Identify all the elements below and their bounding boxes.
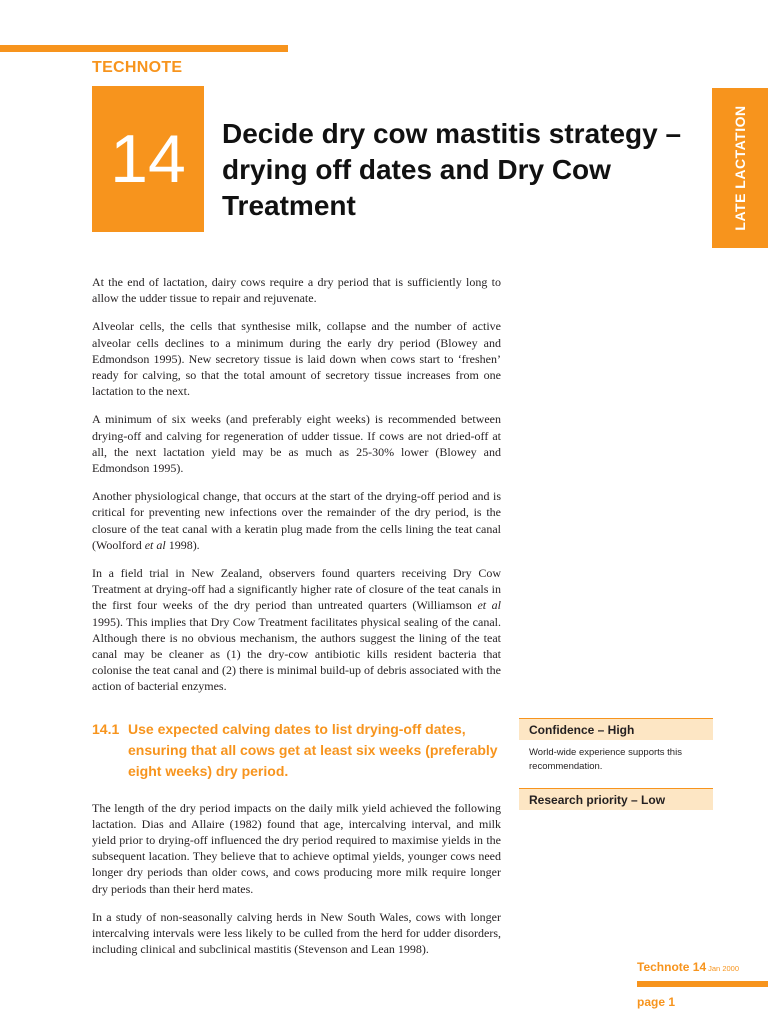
section-title: Use expected calving dates to list drying-off dates, ensuring that all cows get at least six weeks (preferably eight weeks) dry period. <box>128 720 498 779</box>
technote-number: 14 <box>92 86 204 232</box>
text-run: Another physiological change, that occurs at the start of the drying-off period and is critical for preventing new infections over the remainder of the dry period, is the closure of the teat canal with a keratin plug made from the cells lining the teat canal (Woolford <box>92 489 501 552</box>
footer-rule <box>637 981 768 987</box>
page-footer <box>637 960 768 1009</box>
section-heading <box>92 719 501 782</box>
text-run: 1995). This implies that Dry Cow Treatment facilitates physical sealing of the canal. Although there is no obvious mechanism, the authors suggest the lining of the teat canal may be cleaner as (1) the dry-cow antibiotic kills resident bacteria that colonise the teat canal and (2) there is minimal build-up of debris associated with the action of bacterial enzymes. <box>92 614 501 694</box>
footer-technote <box>637 960 768 974</box>
italic-text: et al <box>144 537 166 552</box>
page-title: Decide dry cow mastitis strategy – drying off dates and Dry Cow Treatment <box>222 118 682 221</box>
top-orange-rule <box>0 45 288 52</box>
paragraph: In a study of non-seasonally calving herds in New South Wales, cows with longer intercalving intervals were less likely to be culled from the herd for udder disorders, including clinical and subclinical mastitis (Stevenson and Lean 1998). <box>92 909 501 957</box>
main-text-column <box>92 274 501 970</box>
technote-label: TECHNOTE <box>92 59 183 76</box>
paragraph: A minimum of six weeks (and preferably eight weeks) is recommended between drying-off and calving for regeneration of udder tissue. If cows are not dried-off at all, the next lactation yield may be as much as 25-30% lower (Blowey and Edmondson 1995). <box>92 412 501 476</box>
paragraph: Alveolar cells, the cells that synthesise milk, collapse and the number of active alveolar cells declines to a minimum during the early dry period (Blowey and Edmondson 1995). New secretory tissue is laid down when cows start to ‘freshen’ ready for calving, so that the total amount of secretory tissue increases from one lactation to the next. <box>92 319 501 399</box>
text-run: 1998). <box>165 537 200 552</box>
page-number: page 1 <box>637 995 676 1009</box>
footer-date: Jan 2000 <box>708 964 740 973</box>
paragraph <box>92 488 501 553</box>
section-side-tab <box>712 88 768 248</box>
research-priority-heading: Research priority – Low <box>519 788 713 810</box>
text-run: In a field trial in New Zealand, observers found quarters receiving Dry Cow Treatment at drying-off had a significantly higher rate of closure of the teat canals in the first four weeks of the dry period than untreated quarters (Williamson <box>92 566 501 613</box>
confidence-heading: Confidence – High <box>519 718 713 740</box>
paragraph: At the end of lactation, dairy cows require a dry period that is sufficiently long to allow the udder tissue to repair and rejuvenate. <box>92 275 501 306</box>
paragraph <box>92 565 501 695</box>
paragraph: The length of the dry period impacts on the daily milk yield achieved the following lactation. Dias and Allaire (1982) found that age, intercalving interval, and milk yield prior to drying-off influenced the dry period required to maximise yields in the subsequent lacation. They believe that to achieve optimal yields, younger cows need longer dry periods than older cows, and cows producing more milk require longer dry periods than their herd mates. <box>92 800 501 896</box>
section-number: 14.1 <box>92 720 120 737</box>
confidence-text: World-wide experience supports this recommendation. <box>529 747 682 772</box>
footer-technote-label: Technote 14 <box>637 960 707 974</box>
side-tab-label: LATE LACTATION <box>732 105 748 231</box>
sidebar <box>519 718 713 810</box>
italic-text: et al <box>477 598 501 613</box>
